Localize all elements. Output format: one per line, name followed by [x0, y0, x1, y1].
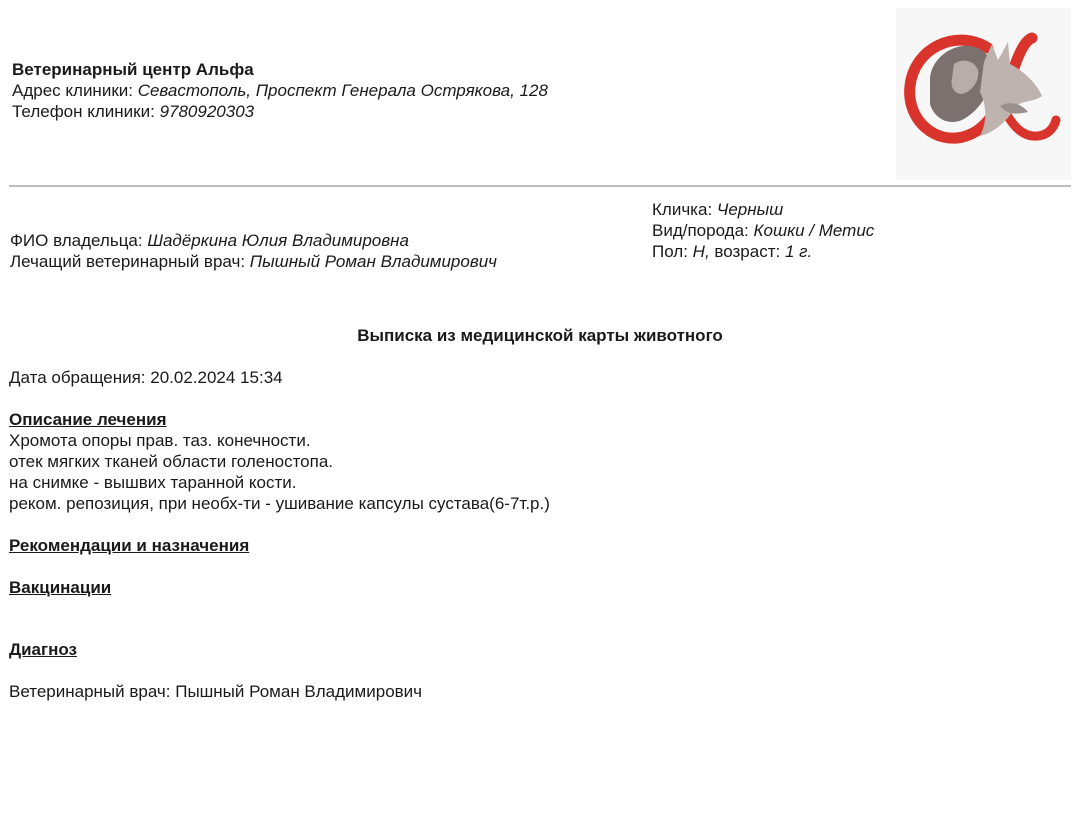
pet-nickname-value: Черныш	[716, 200, 784, 219]
attending-vet-label: Лечащий ветеринарный врач:	[10, 252, 250, 271]
treatment-section	[9, 409, 550, 514]
treatment-line: на снимке - вышвих таранной кости.	[9, 473, 297, 492]
pet-nickname-label: Кличка:	[652, 200, 717, 219]
owner-name-label: ФИО владельца:	[10, 231, 148, 250]
treatment-line: Хромота опоры прав. таз. конечности.	[9, 431, 311, 450]
visit-date: Дата обращения: 20.02.2024 15:34	[9, 368, 283, 387]
diagnosis-heading: Диагноз	[9, 640, 77, 659]
doctor-signature: Ветеринарный врач: Пышный Роман Владимирович	[9, 682, 423, 701]
pet-age-value: 1 г.	[784, 242, 813, 261]
pet-info	[652, 199, 874, 262]
recommendations-heading: Рекомендации и назначения	[9, 536, 250, 555]
clinic-phone-label: Телефон клиники:	[12, 102, 160, 121]
clinic-name: Ветеринарный центр Альфа	[12, 60, 254, 79]
treatment-heading: Описание лечения	[9, 410, 167, 429]
header-divider	[9, 185, 1071, 187]
treatment-line: отек мягких тканей области голеностопа.	[9, 452, 334, 471]
owner-name-value: Шадёркина Юлия Владимировна	[147, 231, 409, 250]
owner-name	[10, 230, 497, 251]
document-title: Выписка из медицинской карты животного	[357, 326, 723, 345]
pet-sex-value: Н,	[692, 242, 710, 261]
clinic-address	[12, 80, 548, 101]
attending-vet	[10, 251, 497, 272]
pet-species	[652, 220, 874, 241]
vaccinations-heading: Вакцинации	[9, 578, 112, 597]
clinic-info	[12, 59, 548, 122]
owner-info	[10, 230, 497, 272]
clinic-address-label: Адрес клиники:	[12, 81, 138, 100]
pet-sex-label: Пол:	[652, 242, 693, 261]
pet-species-label: Вид/порода:	[652, 221, 754, 240]
pet-nickname	[652, 199, 874, 220]
pet-age-label: возраст:	[709, 242, 785, 261]
clinic-phone-value: 9780920303	[159, 102, 255, 121]
pet-sex-age	[652, 241, 874, 262]
clinic-logo	[896, 8, 1071, 180]
treatment-line: реком. репозиция, при необх-ти - ушивание капсулы сустава(6-7т.р.)	[9, 494, 550, 513]
clinic-phone	[12, 101, 548, 122]
clinic-address-value: Севастополь, Проспект Генерала Острякова, 128	[137, 81, 548, 100]
pet-species-value: Кошки / Метис	[753, 221, 875, 240]
alpha-animals-logo-icon	[896, 8, 1071, 180]
attending-vet-value: Пышный Роман Владимирович	[249, 252, 497, 271]
